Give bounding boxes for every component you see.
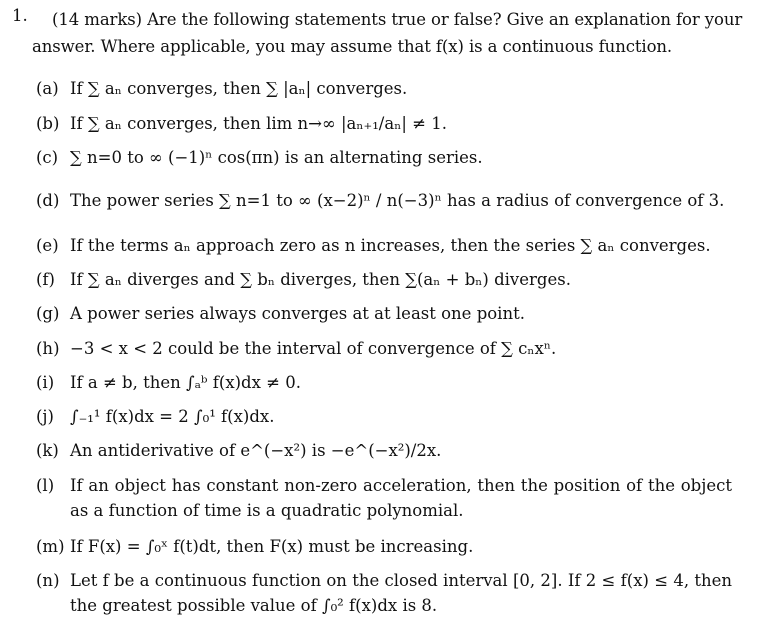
statement-text: −3 < x < 2 could be the interval of convergence of ∑ cₙxⁿ. — [70, 339, 557, 358]
statement-text: A power series always converges at at least one point. — [70, 304, 525, 323]
statement-label: (m) — [36, 537, 65, 556]
statement-d — [36, 188, 756, 213]
statement-m — [36, 534, 756, 559]
statement-label: (c) — [36, 148, 59, 167]
statement-l — [36, 473, 756, 523]
question-number: 1. — [12, 6, 28, 25]
statement-label: (n) — [36, 571, 60, 590]
statement-text: If ∑ aₙ diverges and ∑ bₙ diverges, then ∑(aₙ + bₙ) diverges. — [70, 270, 571, 289]
statement-label: (b) — [36, 114, 60, 133]
statement-c — [36, 145, 756, 170]
statement-text: If ∑ aₙ converges, then ∑ |aₙ| converges. — [70, 79, 408, 98]
statement-g — [36, 301, 756, 326]
statement-n — [36, 568, 756, 618]
statement-text: The power series ∑ n=1 to ∞ (x−2)ⁿ / n(−3)ⁿ has a radius of convergence of 3. — [70, 191, 725, 210]
statement-j — [36, 404, 756, 429]
statement-text: An antiderivative of e^(−x²) is −e^(−x²)/2x. — [70, 441, 442, 460]
statement-text: ∑ n=0 to ∞ (−1)ⁿ cos(πn) is an alternating series. — [70, 148, 483, 167]
question-intro — [32, 6, 752, 60]
statement-label: (e) — [36, 236, 59, 255]
statement-h — [36, 336, 756, 361]
statement-text: If the terms aₙ approach zero as n increases, then the series ∑ aₙ converges. — [70, 236, 711, 255]
statement-text: Let f be a continuous function on the closed interval [0, 2]. If 2 ≤ f(x) ≤ 4, then the greatest possible value of ∫₀² f(x)dx is 8. — [70, 571, 732, 615]
statement-label: (l) — [36, 476, 55, 495]
statement-i — [36, 370, 756, 395]
statement-e — [36, 233, 756, 258]
statement-label: (f) — [36, 270, 55, 289]
statement-b — [36, 111, 756, 136]
statement-text: ∫₋₁¹ f(x)dx = 2 ∫₀¹ f(x)dx. — [70, 407, 275, 426]
statement-text: If F(x) = ∫₀ˣ f(t)dt, then F(x) must be increasing. — [70, 537, 474, 556]
statement-text: If ∑ aₙ converges, then lim n→∞ |aₙ₊₁/aₙ| ≠ 1. — [70, 114, 447, 133]
statement-text: If an object has constant non-zero acceleration, then the position of the object as a function of time is a quadratic polynomial. — [70, 476, 732, 520]
statement-label: (i) — [36, 373, 55, 392]
statement-label: (a) — [36, 79, 59, 98]
statement-text: If a ≠ b, then ∫ₐᵇ f(x)dx ≠ 0. — [70, 373, 301, 392]
statement-a — [36, 76, 756, 101]
question-intro-text: (14 marks) Are the following statements true or false? Give an explanation for your answer. Where applicable, you may assume that f(x) is a continuous function. — [32, 10, 743, 56]
statement-f — [36, 267, 756, 292]
statement-label: (d) — [36, 191, 60, 210]
statement-label: (g) — [36, 304, 60, 323]
statement-k — [36, 438, 756, 463]
statement-label: (j) — [36, 407, 54, 426]
statement-label: (h) — [36, 339, 60, 358]
statement-label: (k) — [36, 441, 59, 460]
